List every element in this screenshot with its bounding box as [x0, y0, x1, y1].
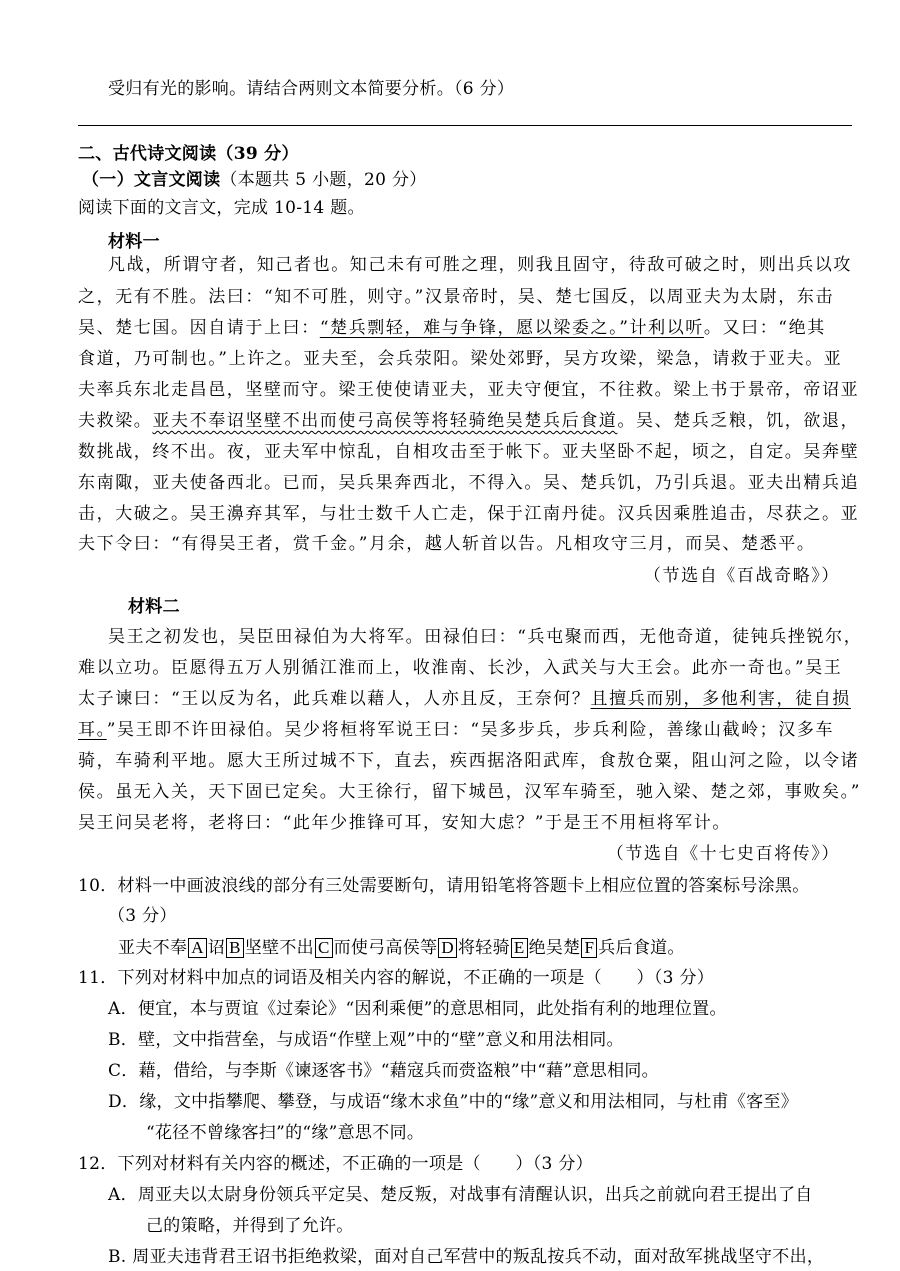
answer-box-b[interactable]: B: [226, 938, 244, 958]
material1-title: 材料一: [108, 232, 160, 252]
material1-line: 数挑战，终不出。夜，亚夫军中惊乱，自相攻击至于帐下。亚夫坚卧不起，顷之，自定。吴奔壁: [78, 442, 860, 462]
material1-line: 东南陬，亚夫使备西北。已而，吴兵果奔西北，不得入。吴、楚兵饥，乃引兵退。亚夫出精兵追: [78, 473, 860, 493]
q12-stem: 12．下列对材料有关内容的概述，不正确的一项是（ ）（3 分）: [78, 1154, 593, 1174]
text-run: 太子谏曰：“王以反为名，此兵难以藉人，人亦且反，王奈何？: [78, 689, 591, 709]
material2-line: [78, 685, 851, 713]
material2-line: 侯。虽无入关，天下固已定矣。大王徐行，留下城邑，汉军车骑至，驰入梁、楚之郊，事败矣。”: [78, 782, 861, 802]
material1-line: 凡战，所谓守者，知己者也。知己未有可胜之理，则我且固守，待敌可破之时，则出兵以攻: [108, 255, 852, 275]
q10-sentence: [118, 934, 685, 962]
material2-line: 难以立功。臣愿得五万人别循江淮而上，收淮南、长沙，入武关与大王会。此亦一奇也。”吴王: [78, 658, 843, 678]
q10-segment: 诏: [207, 938, 226, 958]
q11-stem: 11．下列对材料中加点的词语及相关内容的解说，不正确的一项是（ ）（3 分）: [78, 968, 715, 988]
material2-source: （节选自《十七史百将传》）: [606, 844, 840, 864]
material1-source: （节选自《百战奇略》）: [643, 566, 840, 586]
q10-segment: 绝吴楚: [528, 938, 581, 958]
q10-segment: 亚夫不奉: [118, 938, 188, 958]
section-heading: 二、古代诗文阅读（39 分）: [78, 144, 299, 164]
material1-line: 夫率兵东北走昌邑，坚壁而守。梁王使使请亚夫，亚夫守便宜，不往救。梁上书于景帝，帝诏亚: [78, 380, 860, 400]
q10-segment: 而使弓高侯等: [333, 938, 438, 958]
q10-stem: 10．材料一中画波浪线的部分有三处需要断句，请用铅笔将答题卡上相应位置的答案标号涂黑。: [78, 876, 810, 896]
material1-line: 夫下令曰：“有得吴王者，赏千金。”月余，越人斩首以告。凡相攻守三月，而吴、楚悉平。: [78, 534, 816, 554]
q11-option-a[interactable]: A．便宜，本与贾谊《过秦论》“因利乘便”的意思相同，此处指有利的地理位置。: [108, 999, 727, 1019]
material1-line: 之，无有不胜。法曰：“知不可胜，则守。”汉景帝时，吴、楚七国反，以周亚夫为太尉，东击: [78, 287, 835, 307]
underlined-text: 耳。: [78, 720, 107, 740]
section-divider: [78, 125, 852, 126]
q10-score: （3 分）: [108, 906, 177, 926]
text-run: 吴、楚七国。因自请于上曰：: [78, 318, 320, 338]
material1-line: [78, 407, 859, 435]
material2-title: 材料二: [128, 597, 180, 617]
answer-box-a[interactable]: A: [188, 938, 207, 958]
q11-option-b[interactable]: B．壁，文中指营垒，与成语“作壁上观”中的“壁”意义和用法相同。: [108, 1030, 624, 1050]
subsection-title: （一）文言文阅读: [82, 170, 221, 190]
q11-option-c[interactable]: C．藉，借给，与李斯《谏逐客书》“藉寇兵而赍盗粮”中“藉”意思相同。: [108, 1061, 659, 1081]
carry-over-line: 受归有光的影响。请结合两则文本简要分析。（6 分）: [108, 79, 515, 99]
text-run: ”吴王即不许田禄伯。吴少将桓将军说王曰：“吴多步兵，步兵利险，善缘山截岭；汉多车: [106, 720, 835, 740]
material2-line: 吴王之初发也，吴臣田禄伯为大将军。田禄伯曰：“兵屯聚而西，无他奇道，徒钝兵挫锐尔，: [108, 627, 863, 647]
underlined-text: 且擅兵而别，多他利害，徒自损: [590, 689, 851, 709]
answer-box-d[interactable]: D: [438, 938, 457, 958]
answer-box-f[interactable]: F: [581, 938, 597, 958]
text-run: 。又曰：“绝其: [703, 318, 826, 338]
underlined-text: “楚兵剽轻，难与争锋，愿以梁委之。”: [319, 318, 630, 338]
answer-box-c[interactable]: C: [315, 938, 333, 958]
subsection-note: （本题共 5 小题，20 分）: [220, 170, 427, 190]
text-run: 。吴、楚兵乏粮，饥，欲退，: [617, 411, 860, 431]
q11-option-d[interactable]: D．缘，文中指攀爬、攀登，与成语“缘木求鱼”中的“缘”意义和用法相同，与杜甫《客至》: [108, 1092, 798, 1112]
material1-line: [78, 314, 826, 342]
subsection-heading: [82, 166, 427, 194]
material2-line: 吴王问吴老将，老将曰：“此年少推锋可耳，安知大虑？”于是王不用桓将军计。: [78, 813, 731, 833]
text-run: 夫救梁。: [78, 411, 153, 431]
material2-line: [78, 716, 834, 744]
material2-line: 骑，车骑利平地。愿大王所过城不下，直去，疾西据洛阳武库，食敖仓粟，阻山河之险，以令诸: [78, 751, 860, 771]
answer-box-e[interactable]: E: [511, 938, 528, 958]
q12-option-b[interactable]: B. 周亚夫违背君王诏书拒绝救梁，面对自己军营中的叛乱按兵不动，面对敌军挑战坚守不出，: [108, 1247, 825, 1267]
underlined-text: 计利以听: [629, 318, 704, 338]
q11-option-d-cont: “花径不曾缘客扫”的“缘”意思不同。: [146, 1123, 425, 1143]
instruction: 阅读下面的文言文，完成 10-14 题。: [78, 198, 365, 218]
material1-line: 食道，乃可制也。”上许之。亚夫至，会兵荥阳。梁处郊野，吴方攻梁，梁急，请救于亚夫。亚: [78, 349, 843, 369]
q10-segment: 兵后食道。: [598, 938, 685, 958]
q12-option-a-cont: 己的策略，并得到了允许。: [146, 1216, 354, 1236]
q12-option-a[interactable]: A．周亚夫以太尉身份领兵平定吴、楚反叛，对战事有清醒认识，出兵之前就向君王提出了自: [108, 1185, 813, 1205]
q10-segment: 坚壁不出: [244, 938, 314, 958]
material1-line: 击，大破之。吴王濞弃其军，与壮士数千人亡走，保于江南丹徒。汉兵因乘胜追击，尽获之。亚: [78, 504, 860, 524]
q10-segment: 将轻骑: [457, 938, 510, 958]
wavy-underlined-text: 亚夫不奉诏坚壁不出而使弓高侯等将轻骑绝吴楚兵后食道: [152, 411, 618, 431]
